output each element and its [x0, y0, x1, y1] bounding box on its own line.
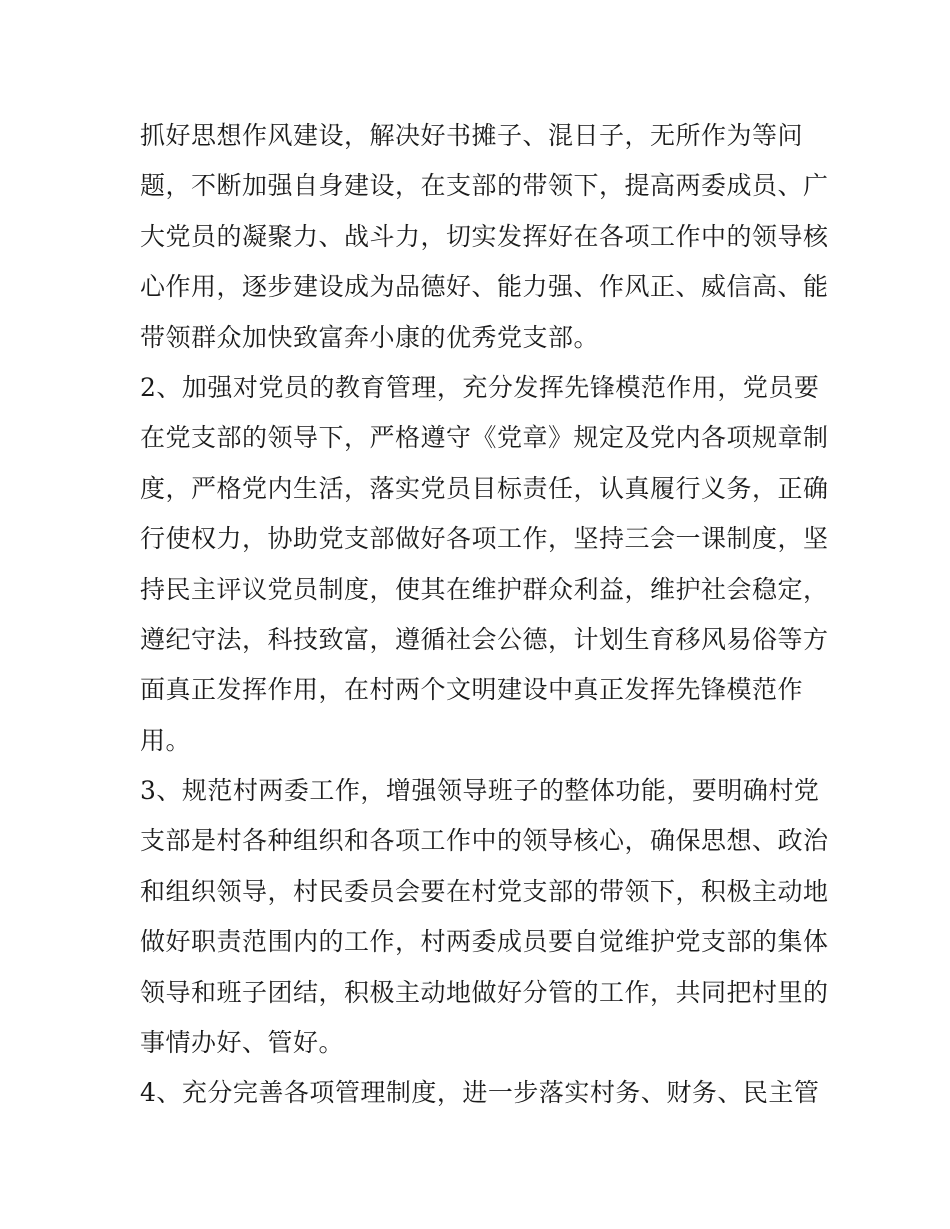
text-line: 在党支部的领导下，严格遵守《党章》规定及党内各项规章制 [140, 423, 829, 453]
text-line: 2、加强对党员的教育管理，充分发挥先锋模范作用，党员要 [140, 372, 820, 402]
text-line: 度，严格党内生活，落实党员目标责任，认真履行义务，正确 [140, 473, 829, 503]
text-line: 支部是村各种组织和各项工作中的领导核心，确保思想、政治 [140, 826, 829, 856]
text-line: 用。 [140, 725, 192, 755]
text-line: 大党员的凝聚力、战斗力，切实发挥好在各项工作中的领导核 [140, 221, 829, 251]
text-line: 和组织领导，村民委员会要在村党支部的带领下，积极主动地 [140, 876, 829, 906]
text-line: 面真正发挥作用，在村两个文明建设中真正发挥先锋模范作 [140, 675, 804, 705]
text-line: 行使权力，协助党支部做好各项工作，坚持三会一课制度，坚 [140, 524, 829, 554]
text-line: 带领群众加快致富奔小康的优秀党支部。 [140, 322, 600, 352]
text-line: 3、规范村两委工作，增强领导班子的整体功能，要明确村党 [140, 776, 820, 806]
text-line: 4、充分完善各项管理制度，进一步落实村务、财务、民主管 [140, 1078, 820, 1108]
text-line: 做好职责范围内的工作，村两委成员要自觉维护党支部的集体 [140, 927, 829, 957]
text-line: 抓好思想作风建设，解决好书摊子、混日子，无所作为等问 [140, 121, 804, 150]
text-line: 领导和班子团结，积极主动地做好分管的工作，共同把村里的 [140, 977, 829, 1007]
text-line: 题，不断加强自身建设，在支部的带领下，提高两委成员、广 [140, 171, 829, 201]
document-body [140, 111, 829, 1119]
text-line: 持民主评议党员制度，使其在维护群众利益，维护社会稳定， [140, 574, 829, 604]
text-line: 事情办好、管好。 [140, 1028, 345, 1058]
text-line: 心作用，逐步建设成为品德好、能力强、作风正、威信高、能 [140, 272, 829, 302]
text-line: 遵纪守法，科技致富，遵循社会公德，计划生育移风易俗等方 [140, 624, 829, 654]
